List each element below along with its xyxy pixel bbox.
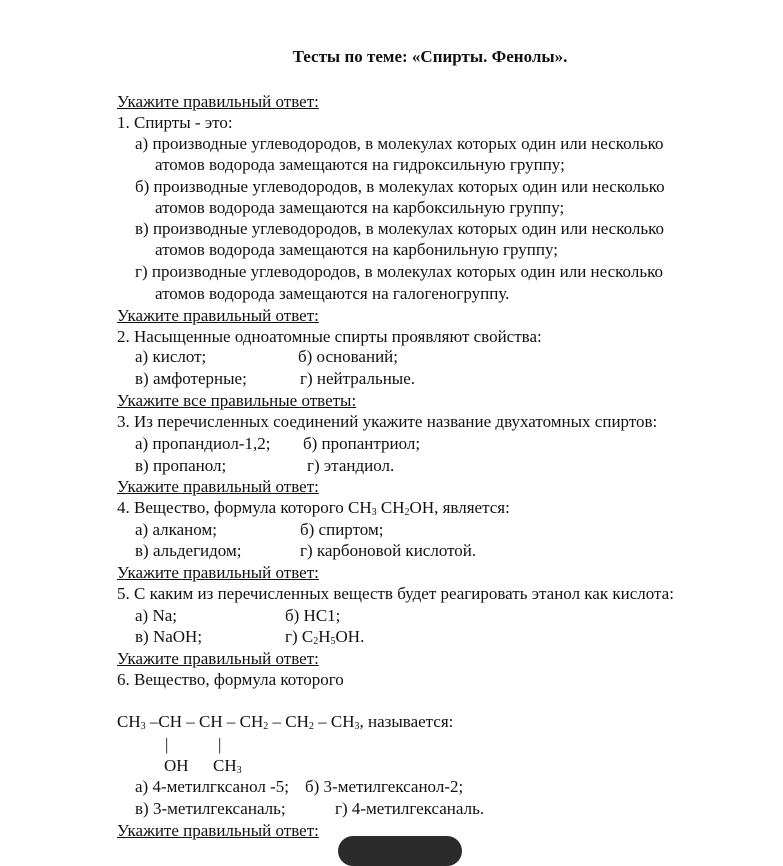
q5-option-d xyxy=(285,626,364,648)
text: OH, является: xyxy=(409,498,510,517)
q1-option-b-cont: атомов водорода замещаются на карбоксильную группу; xyxy=(155,198,565,217)
subscript: 3 xyxy=(236,765,242,776)
subscript: 3 xyxy=(354,721,360,732)
instruction-heading: Укажите правильный ответ: xyxy=(117,477,319,496)
bond-line: | xyxy=(218,735,222,754)
subscript: 5 xyxy=(330,636,336,647)
q3-option-c: в) пропанол; xyxy=(135,456,227,475)
q3-option-d: г) этандиол. xyxy=(307,456,395,475)
bond-line: | xyxy=(165,735,169,754)
text: – CH xyxy=(268,712,309,731)
q4-option-a: а) алканом; xyxy=(135,520,217,539)
instruction-heading: Укажите правильный ответ: xyxy=(117,563,319,582)
q5-option-c: в) NaOH; xyxy=(135,627,203,646)
subscript: 2 xyxy=(404,507,410,518)
q1-option-c: в) производные углеводородов, в молекулах которых один или несколько xyxy=(135,219,665,238)
instruction-heading: Укажите правильный ответ: xyxy=(117,92,319,111)
q1-option-d-cont: атомов водорода замещаются на галогеногруппу. xyxy=(155,284,510,303)
question-4 xyxy=(117,497,510,519)
q2-option-b: б) оснований; xyxy=(298,347,398,366)
q3-option-b: б) пропантриол; xyxy=(303,434,421,453)
text: – CH xyxy=(313,712,355,731)
instruction-heading: Укажите правильный ответ: xyxy=(117,821,319,840)
text: OH. xyxy=(335,627,365,646)
question-1: 1. Спирты - это: xyxy=(117,113,233,132)
q1-option-a-cont: атомов водорода замещаются на гидроксильную группу; xyxy=(155,155,565,174)
instruction-heading: Укажите правильный ответ: xyxy=(117,649,319,668)
question-5: 5. С каким из перечисленных веществ будет реагировать этанол как кислота: xyxy=(117,584,674,603)
q5-option-b: б) HC1; xyxy=(285,606,341,625)
question-6: 6. Вещество, формула которого xyxy=(117,670,344,689)
q4-option-c: в) альдегидом; xyxy=(135,541,242,560)
subscript: 3 xyxy=(140,721,146,732)
question-3: 3. Из перечисленных соединений укажите название двухатомных спиртов: xyxy=(117,412,658,431)
text: г) C xyxy=(285,627,314,646)
instruction-heading: Укажите правильный ответ: xyxy=(117,306,319,325)
text: CH xyxy=(117,712,141,731)
q1-option-b: б) производные углеводородов, в молекулах которых один или несколько xyxy=(135,177,665,196)
q1-option-c-cont: атомов водорода замещаются на карбонильную группу; xyxy=(155,240,558,259)
text: CH xyxy=(213,756,237,775)
text: , называется: xyxy=(359,712,454,731)
page-title: Тесты по теме: «Спирты. Фенолы». xyxy=(292,47,568,66)
subscript: 2 xyxy=(308,721,314,732)
q2-option-d: г) нейтральные. xyxy=(300,369,416,388)
q5-option-a: а) Na; xyxy=(135,606,178,625)
subscript: 2 xyxy=(263,721,269,732)
hydroxyl-group: OH xyxy=(164,756,189,775)
methyl-group xyxy=(213,755,242,777)
subscript: 3 xyxy=(371,507,377,518)
question-2: 2. Насыщенные одноатомные спирты проявляют свойства: xyxy=(117,327,542,346)
q1-option-a: а) производные углеводородов, в молекулах которых один или несколько xyxy=(135,134,664,153)
text: 4. Вещество, формула которого CH xyxy=(117,498,372,517)
q6-option-c: в) 3-метилгексаналь; xyxy=(135,799,286,818)
q4-option-d: г) карбоновой кислотой. xyxy=(300,541,477,560)
text: H xyxy=(318,627,331,646)
q3-option-a: а) пропандиол-1,2; xyxy=(135,434,271,453)
q1-option-d: г) производные углеводородов, в молекулах которых один или несколько xyxy=(135,262,663,281)
overlay-handle[interactable] xyxy=(338,836,462,866)
q4-option-b: б) спиртом; xyxy=(300,520,384,539)
q6-option-d: г) 4-метилгексаналь. xyxy=(335,799,485,818)
structural-formula xyxy=(117,711,453,733)
q6-option-b: б) 3-метилгексанол-2; xyxy=(305,777,464,796)
q6-option-a: а) 4-метилгксанол -5; xyxy=(135,777,290,796)
subscript: 2 xyxy=(313,636,319,647)
text: –CH – CH – CH xyxy=(145,712,264,731)
q2-option-c: в) амфотерные; xyxy=(135,369,247,388)
q2-option-a: а) кислот; xyxy=(135,347,207,366)
instruction-heading: Укажите все правильные ответы: xyxy=(117,391,357,410)
text: CH xyxy=(376,498,405,517)
